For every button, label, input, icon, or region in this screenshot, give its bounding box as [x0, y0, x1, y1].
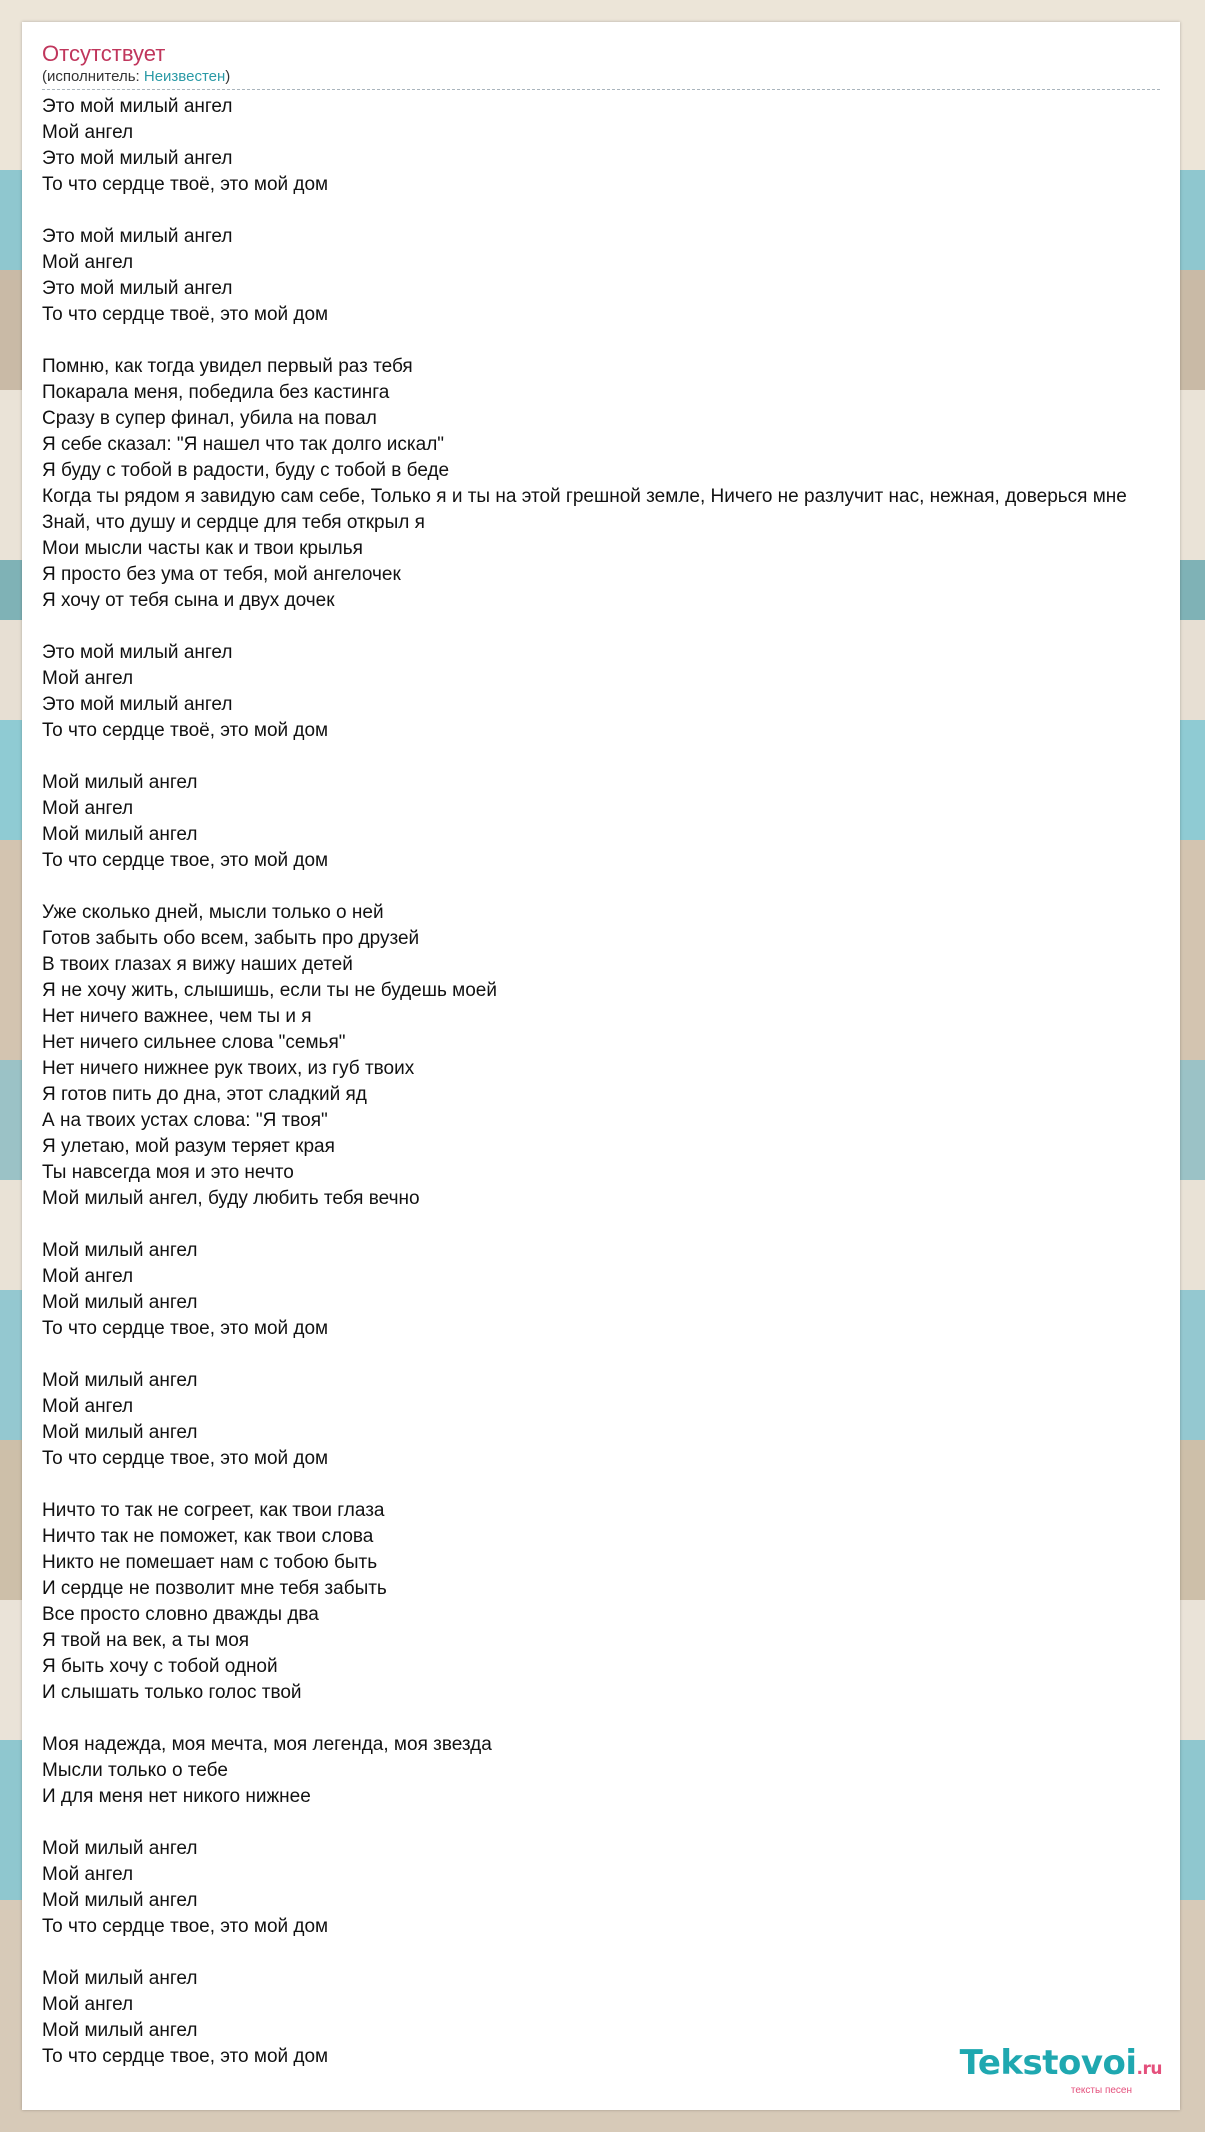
lyric-line: Я готов пить до дна, этот сладкий яд [42, 1084, 367, 1105]
lyric-line: Мой ангел [42, 252, 134, 273]
stanza-gap [42, 1940, 1180, 1966]
lyric-line: Сразу в супер финал, убила на повал [42, 408, 377, 429]
lyric-line: То что сердце твое, это мой дом [42, 1318, 329, 1339]
stanza [42, 354, 1180, 614]
stanza [42, 224, 1180, 328]
lyric-line: В твоих глазах я вижу наших детей [42, 954, 353, 975]
logo-tld: .ru [1136, 2059, 1162, 2079]
stanza [42, 1238, 1180, 1342]
lyric-line: Знай, что душу и сердце для тебя открыл я [42, 512, 425, 533]
lyric-line: Мой ангел [42, 1864, 134, 1885]
logo-tagline: тексты песен [1070, 2085, 1132, 2096]
logo-wordmark [959, 2043, 1162, 2086]
stanza-gap [42, 614, 1180, 640]
stanza [42, 770, 1180, 874]
stanza-gap [42, 1706, 1180, 1732]
artist-suffix: ) [225, 68, 231, 85]
stanza [42, 1498, 1180, 1706]
stanza-gap [42, 874, 1180, 900]
lyric-line: Мой милый ангел [42, 2020, 198, 2041]
lyric-line: Это мой милый ангел [42, 642, 233, 663]
stanza-gap [42, 744, 1180, 770]
lyric-line: Мой милый ангел [42, 824, 198, 845]
lyric-line: Ничто так не поможет, как твои слова [42, 1526, 374, 1547]
lyric-line: То что сердце твое, это мой дом [42, 1448, 329, 1469]
lyric-line: Мой милый ангел [42, 1240, 198, 1261]
stanza [42, 1368, 1180, 1472]
lyric-line: Моя надежда, моя мечта, моя легенда, моя звезда [42, 1734, 492, 1755]
stanza-gap [42, 1212, 1180, 1238]
lyric-line: А на твоих устах слова: "Я твоя" [42, 1110, 328, 1131]
lyric-line: Это мой милый ангел [42, 96, 233, 117]
lyric-line: Это мой милый ангел [42, 148, 233, 169]
lyric-line: Я быть хочу с тобой одной [42, 1656, 278, 1677]
lyric-line: То что сердце твоё, это мой дом [42, 720, 329, 741]
lyric-line: Я хочу от тебя сына и двух дочек [42, 590, 335, 611]
lyric-line: Мой милый ангел [42, 772, 198, 793]
lyric-line: Мой ангел [42, 1396, 134, 1417]
lyric-line: Когда ты рядом я завидую сам себе, Только я и ты на этой грешной земле, Ничего не разлучит нас, нежная, доверься мне [42, 486, 1127, 507]
lyric-line: Нет ничего нижнее рук твоих, из губ твоих [42, 1058, 415, 1079]
lyric-line: Это мой милый ангел [42, 278, 233, 299]
stanza [42, 1836, 1180, 1940]
lyric-line: То что сердце твое, это мой дом [42, 850, 329, 871]
stanza [42, 640, 1180, 744]
stanza [42, 94, 1180, 198]
lyric-line: Я не хочу жить, слышишь, если ты не будешь моей [42, 980, 497, 1001]
lyric-line: Мой милый ангел [42, 1422, 198, 1443]
stanza-gap [42, 328, 1180, 354]
lyric-line: Мой ангел [42, 668, 134, 689]
artist-line [42, 68, 1160, 90]
lyric-line: Уже сколько дней, мысли только о ней [42, 902, 384, 923]
stanza-gap [42, 1810, 1180, 1836]
lyric-line: Мой ангел [42, 798, 134, 819]
lyric-line: Я себе сказал: "Я нашел что так долго искал" [42, 434, 445, 455]
stanza-gap [42, 198, 1180, 224]
lyric-line: Мой милый ангел [42, 1292, 198, 1313]
lyric-line: Я буду с тобой в радости, буду с тобой в беде [42, 460, 450, 481]
lyric-line: Покарала меня, победила без кастинга [42, 382, 390, 403]
artist-prefix: (исполнитель: [42, 68, 144, 85]
stanza-gap [42, 1342, 1180, 1368]
lyrics-body [22, 90, 1180, 2070]
lyric-line: То что сердце твоё, это мой дом [42, 304, 329, 325]
lyric-line: Нет ничего важнее, чем ты и я [42, 1006, 312, 1027]
lyric-line: Мой милый ангел [42, 1968, 198, 1989]
lyric-line: Никто не помешает нам с тобою быть [42, 1552, 378, 1573]
lyric-line: Я просто без ума от тебя, мой ангелочек [42, 564, 401, 585]
stanza-gap [42, 1472, 1180, 1498]
lyric-line: То что сердце твое, это мой дом [42, 1916, 329, 1937]
lyric-line: То что сердце твое, это мой дом [42, 2046, 329, 2067]
artist-link[interactable]: Неизвестен [143, 68, 226, 85]
lyric-line: Мой милый ангел [42, 1890, 198, 1911]
song-header [22, 22, 1180, 90]
lyric-line: Ты навсегда моя и это нечто [42, 1162, 294, 1183]
stanza [42, 900, 1180, 1212]
lyric-line: Это мой милый ангел [42, 694, 233, 715]
lyric-line: Помню, как тогда увидел первый раз тебя [42, 356, 413, 377]
lyric-line: И сердце не позволит мне тебя забыть [42, 1578, 387, 1599]
lyric-line: И для меня нет никого нижнее [42, 1786, 311, 1807]
stanza [42, 1732, 1180, 1810]
lyric-line: Мой ангел [42, 1994, 134, 2015]
site-logo[interactable] [959, 2043, 1162, 2096]
lyric-line: Я улетаю, мой разум теряет края [42, 1136, 335, 1157]
lyric-line: Мой милый ангел [42, 1370, 198, 1391]
lyric-line: Мой ангел [42, 1266, 134, 1287]
lyrics-page [22, 22, 1180, 2110]
lyric-line: И слышать только голос твой [42, 1682, 302, 1703]
lyric-line: Мысли только о тебе [42, 1760, 228, 1781]
song-title: Отсутствует [42, 41, 166, 66]
lyric-line: Нет ничего сильнее слова "семья" [42, 1032, 346, 1053]
lyric-line: Я твой на век, а ты моя [42, 1630, 250, 1651]
lyric-line: Мой милый ангел, буду любить тебя вечно [42, 1188, 420, 1209]
lyric-line: То что сердце твоё, это мой дом [42, 174, 329, 195]
lyric-line: Готов забыть обо всем, забыть про друзей [42, 928, 420, 949]
lyric-line: Мои мысли часты как и твои крылья [42, 538, 363, 559]
lyric-line: Это мой милый ангел [42, 226, 233, 247]
logo-name: Tekstovoi [959, 2043, 1137, 2083]
lyric-line: Ничто то так не согреет, как твои глаза [42, 1500, 385, 1521]
lyric-line: Все просто словно дважды два [42, 1604, 319, 1625]
lyric-line: Мой милый ангел [42, 1838, 198, 1859]
lyric-line: Мой ангел [42, 122, 134, 143]
